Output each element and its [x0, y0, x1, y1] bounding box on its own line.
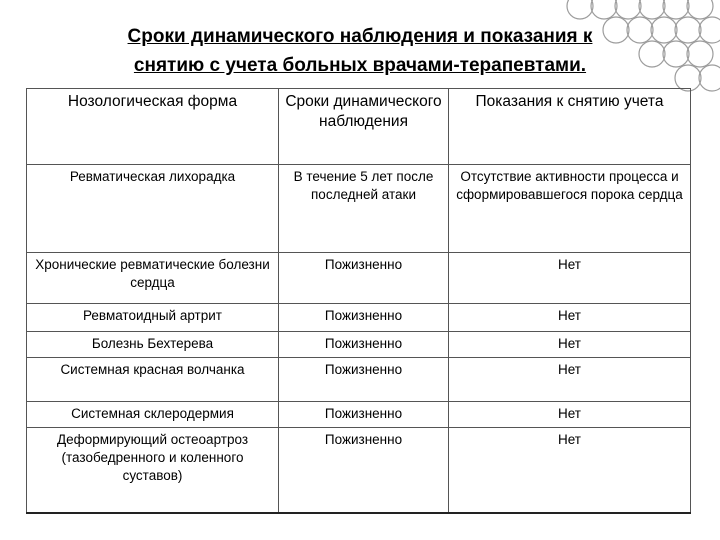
header-observation-period: Сроки динамического наблюдения [279, 89, 449, 165]
cell-disease: Хронические ревматические болезни сердца [27, 253, 279, 304]
title-line-1: Сроки динамического наблюдения и показания к [127, 26, 593, 47]
cell-criteria: Отсутствие активности процесса и сформировавшегося порока сердца [449, 165, 691, 253]
table-row [27, 332, 691, 358]
table-row [27, 253, 691, 304]
table-row [27, 165, 691, 253]
cell-period: Пожизненно [279, 332, 449, 358]
cell-disease: Системная красная волчанка [27, 358, 279, 402]
cell-period: В течение 5 лет после последней атаки [279, 165, 449, 253]
cell-criteria: Нет [449, 332, 691, 358]
table-row [27, 402, 691, 428]
cell-disease: Болезнь Бехтерева [27, 332, 279, 358]
cell-criteria: Нет [449, 402, 691, 428]
header-deregistration-criteria: Показания к снятию учета [449, 89, 691, 165]
cell-period: Пожизненно [279, 358, 449, 402]
table-row [27, 358, 691, 402]
cell-disease: Ревматоидный артрит [27, 304, 279, 332]
cell-criteria: Нет [449, 358, 691, 402]
page-title [40, 22, 680, 80]
cell-period: Пожизненно [279, 402, 449, 428]
cell-criteria: Нет [449, 253, 691, 304]
table-row [27, 428, 691, 513]
cell-period: Пожизненно [279, 428, 449, 513]
cell-disease: Системная склеродермия [27, 402, 279, 428]
table-row [27, 304, 691, 332]
table-header-row [27, 89, 691, 165]
cell-disease: Деформирующий остеоартроз (тазобедренного и коленного суставов) [27, 428, 279, 513]
cell-criteria: Нет [449, 304, 691, 332]
header-nosological-form: Нозологическая форма [27, 89, 279, 165]
cell-period: Пожизненно [279, 304, 449, 332]
title-line-2: снятию с учета больных врачами-терапевтами. [133, 55, 587, 76]
cell-disease: Ревматическая лихорадка [27, 165, 279, 253]
observation-table [26, 88, 691, 514]
cell-period: Пожизненно [279, 253, 449, 304]
cell-criteria: Нет [449, 428, 691, 513]
